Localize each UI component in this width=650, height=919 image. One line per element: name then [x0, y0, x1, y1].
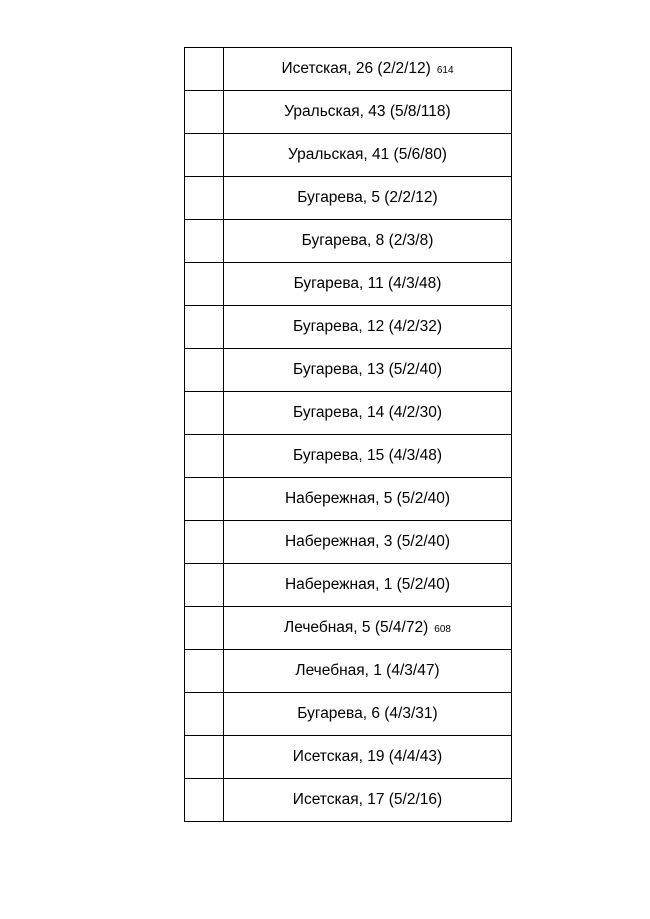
table-row	[185, 564, 512, 607]
address-cell	[224, 779, 512, 822]
row-number-cell	[185, 478, 224, 521]
address-text: Уральская, 43 (5/8/118)	[284, 103, 451, 121]
address-text: Бугарева, 14 (4/2/30)	[292, 404, 442, 422]
row-number-cell	[185, 220, 224, 263]
address-text: Уральская, 41 (5/6/80)	[288, 146, 447, 164]
table-row	[185, 607, 512, 650]
address-note: 614	[436, 65, 454, 77]
table-row	[185, 134, 512, 177]
address-text: Бугарева, 12 (4/2/32)	[292, 318, 442, 336]
table-row	[185, 177, 512, 220]
address-cell	[224, 736, 512, 779]
row-number-cell	[185, 650, 224, 693]
row-number-cell	[185, 349, 224, 392]
address-cell	[224, 693, 512, 736]
table-row	[185, 736, 512, 779]
table-row	[185, 521, 512, 564]
row-number-cell	[185, 48, 224, 91]
address-text: Лечебная, 5 (5/4/72)	[284, 619, 429, 637]
address-cell	[224, 521, 512, 564]
address-cell	[224, 263, 512, 306]
row-number-cell	[185, 521, 224, 564]
row-number-cell	[185, 134, 224, 177]
address-cell	[224, 91, 512, 134]
address-text: Набережная, 1 (5/2/40)	[284, 576, 451, 594]
table-row	[185, 779, 512, 822]
table-row	[185, 478, 512, 521]
table-row	[185, 306, 512, 349]
address-cell	[224, 134, 512, 177]
table-row	[185, 392, 512, 435]
table-row	[185, 220, 512, 263]
address-cell	[224, 435, 512, 478]
table-row	[185, 435, 512, 478]
table-row	[185, 693, 512, 736]
address-text: Исетская, 19 (4/4/43)	[292, 748, 443, 766]
row-number-cell	[185, 607, 224, 650]
row-number-cell	[185, 91, 224, 134]
address-cell	[224, 564, 512, 607]
table-row	[185, 349, 512, 392]
address-text: Исетская, 17 (5/2/16)	[292, 791, 443, 809]
table-row	[185, 48, 512, 91]
row-number-cell	[185, 263, 224, 306]
address-note: 608	[434, 624, 451, 636]
address-cell	[224, 650, 512, 693]
address-table-body	[185, 48, 512, 822]
address-cell	[224, 392, 512, 435]
address-cell	[224, 220, 512, 263]
address-text: Бугарева, 11 (4/3/48)	[293, 275, 442, 293]
address-table	[184, 47, 512, 822]
row-number-cell	[185, 177, 224, 220]
address-cell	[224, 48, 512, 91]
address-text: Лечебная, 1 (4/3/47)	[295, 662, 440, 680]
address-cell	[224, 607, 512, 650]
address-cell	[224, 306, 512, 349]
address-text: Бугарева, 13 (5/2/40)	[292, 361, 442, 379]
address-text: Бугарева, 6 (4/3/31)	[297, 705, 438, 723]
table-row	[185, 91, 512, 134]
address-cell	[224, 478, 512, 521]
address-text: Набережная, 5 (5/2/40)	[284, 490, 451, 508]
row-number-cell	[185, 693, 224, 736]
row-number-cell	[185, 392, 224, 435]
address-text: Бугарева, 5 (2/2/12)	[297, 189, 438, 207]
address-text: Набережная, 3 (5/2/40)	[284, 533, 451, 551]
address-cell	[224, 349, 512, 392]
row-number-cell	[185, 736, 224, 779]
row-number-cell	[185, 306, 224, 349]
address-text: Бугарева, 15 (4/3/48)	[292, 447, 442, 465]
row-number-cell	[185, 564, 224, 607]
row-number-cell	[185, 779, 224, 822]
table-row	[185, 650, 512, 693]
row-number-cell	[185, 435, 224, 478]
address-text: Бугарева, 8 (2/3/8)	[301, 232, 434, 250]
address-cell	[224, 177, 512, 220]
table-row	[185, 263, 512, 306]
address-text: Исетская, 26 (2/2/12)	[281, 60, 431, 78]
